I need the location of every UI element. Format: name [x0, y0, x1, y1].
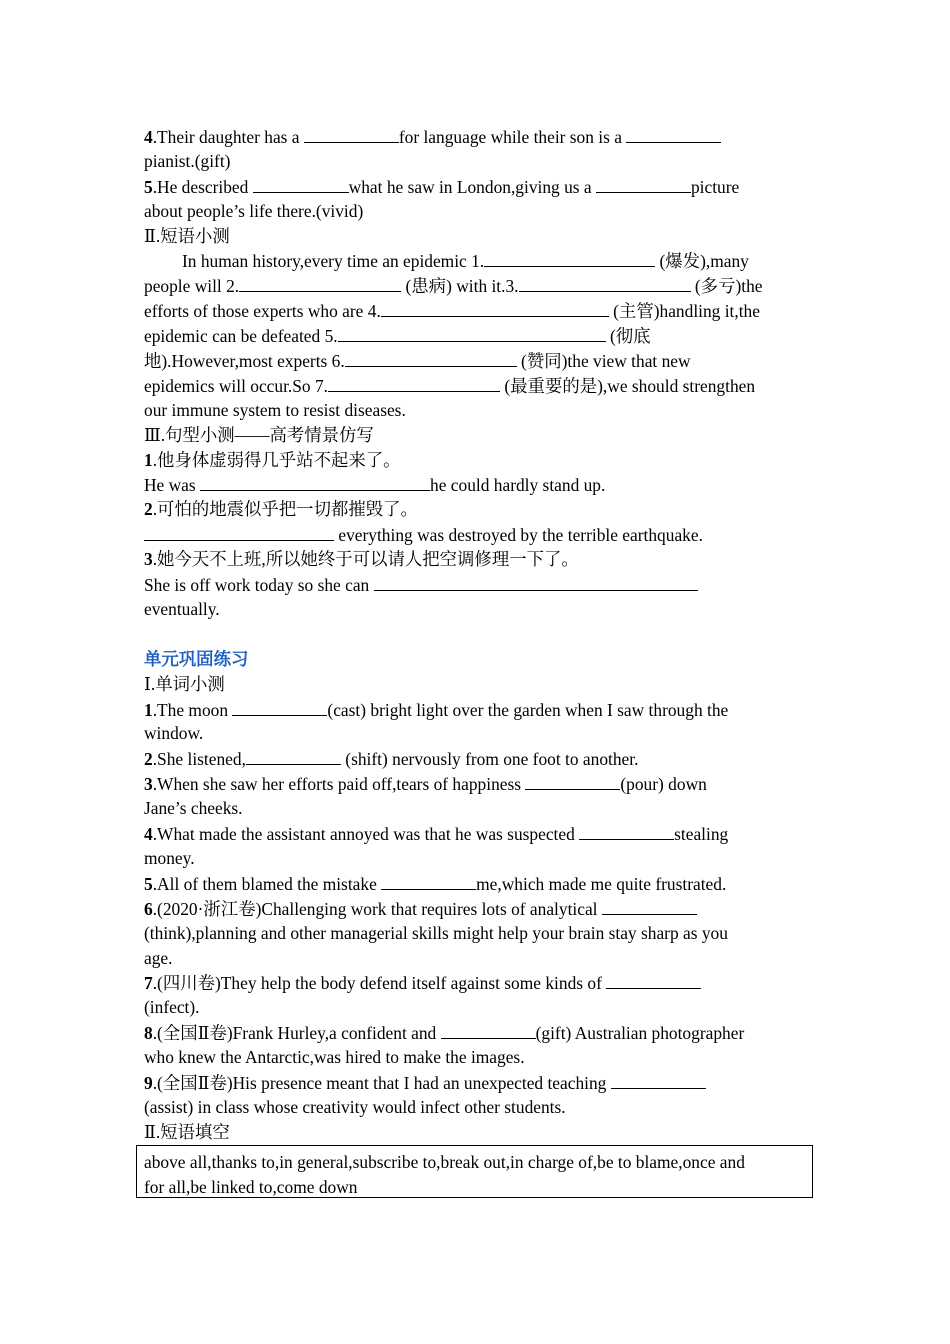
passage-line: our immune system to resist diseases. [144, 399, 406, 420]
section-heading: Ⅱ.短语填空 [144, 1121, 230, 1142]
answer-blank[interactable] [338, 323, 606, 342]
worksheet-content: 4.Their daughter has a for language while their son is a pianist.(gift) 5.He described what he saw in London,giving us a picture about people’s life there.(vivid) Ⅱ.短语小测 In human history,every time an epidemic 1. (爆发),many people will 2. (患病) with it.3. (多亏)the efforts of those experts who are 4. (主管)handling it,the epidemic can be defeated 5. (彻底 地).However,most experts 6. (赞同)the view that new epidemics will occur.So 7. (最重要的是),we should strengthen our immune system to resist diseases. Ⅲ.句型小测——高考情景仿写 1.他身体虚弱得几乎站不起来了。 He was he could hardly stand up. 2.可怕的地震似乎把一切都摧毁了。 everything was destroyed by the terrible earthquake. 3.她今天不上班,所以她终于可以请人把空调修理一下了。 She is off work today so she can eventually. 单元巩固练习 Ⅰ.单词小测 1.The moon (cast) bright light over the garden when I saw through the window. 2.She listened, (shift) nervously from one foot to another. 3.When she saw her efforts paid off,tears of happiness (pour) down Jane’s cheeks. 4.What made the assistant annoyed was that he was suspected stealing money. 5.All of them blamed the mistake me,which made me quite frustrated. 6.(2020·浙江卷)Challenging work that requires lots of analytical (think),planning and other managerial skills might help your brain stay sharp as you age. 7.(四川卷)They help the body defend itself against some kinds of (infect). 8.(全国Ⅱ卷)Frank Hurley,a confident and (gift) Australian photographer who knew the Antarctic,was hired to make the images. 9.(全国Ⅱ卷)His presence meant that I had an unexpected teaching (assist) in class whose creativity would infect other students. Ⅱ.短语填空 [144, 124, 808, 1145]
unit-question-2: 2.She listened, (shift) nervously from one foot to another. [144, 746, 808, 771]
answer-blank[interactable] [345, 348, 517, 367]
answer-blank[interactable] [611, 1070, 706, 1089]
answer-blank[interactable] [606, 970, 701, 989]
answer-blank[interactable] [253, 174, 349, 193]
answer-blank[interactable] [246, 746, 341, 765]
answer-blank[interactable] [144, 522, 334, 541]
unit-question-7: 7.(四川卷)They help the body defend itself against some kinds of [144, 970, 808, 995]
passage-line: epidemic can be defeated 5. (彻底 [144, 323, 808, 348]
unit-question-3: 3.When she saw her efforts paid off,tears of happiness (pour) down [144, 771, 808, 796]
sentence-2-answer: everything was destroyed by the terrible earthquake. [144, 522, 808, 547]
answer-blank[interactable] [484, 248, 655, 267]
sentence-1-prompt: 1.他身体虚弱得几乎站不起来了。 [144, 449, 401, 470]
sentence-1-answer: He was he could hardly stand up. [144, 472, 808, 497]
question-5: 5.He described what he saw in London,giving us a picture [144, 174, 808, 199]
phrase-bank-line: for all,be linked to,come down [144, 1176, 358, 1197]
answer-blank[interactable] [328, 373, 500, 392]
unit-question-1: 1.The moon (cast) bright light over the garden when I saw through the [144, 697, 808, 722]
question-4: 4.Their daughter has a for language while their son is a [144, 124, 808, 149]
passage-line: people will 2. (患病) with it.3. (多亏)the [144, 273, 808, 298]
question-number: 5 [144, 176, 153, 197]
answer-blank[interactable] [596, 174, 691, 193]
unit-question-8: 8.(全国Ⅱ卷)Frank Hurley,a confident and (gift) Australian photographer [144, 1020, 808, 1045]
answer-blank[interactable] [374, 572, 698, 591]
answer-blank[interactable] [602, 896, 697, 915]
passage-line: epidemics will occur.So 7. (最重要的是),we should strengthen [144, 373, 808, 398]
answer-blank[interactable] [626, 124, 721, 143]
section-heading: Ⅲ.句型小测——高考情景仿写 [144, 424, 374, 445]
unit-question-6: 6.(2020·浙江卷)Challenging work that requires lots of analytical [144, 896, 808, 921]
answer-blank[interactable] [381, 298, 609, 317]
question-number: 4 [144, 127, 153, 147]
passage-line: 地).However,most experts 6. (赞同)the view that new [144, 348, 808, 373]
unit-question-4: 4.What made the assistant annoyed was that he was suspected stealing [144, 821, 808, 846]
answer-blank[interactable] [239, 273, 401, 292]
section-heading: Ⅰ.单词小测 [144, 673, 225, 694]
answer-blank[interactable] [381, 871, 476, 890]
sentence-3-prompt: 3.她今天不上班,所以她终于可以请人把空调修理一下了。 [144, 549, 579, 570]
answer-blank[interactable] [441, 1020, 536, 1039]
answer-blank[interactable] [200, 472, 430, 491]
answer-blank[interactable] [304, 124, 399, 143]
answer-blank[interactable] [519, 273, 691, 292]
passage-line: In human history,every time an epidemic 1. (爆发),many [144, 248, 808, 273]
unit-question-5: 5.All of them blamed the mistake me,which made me quite frustrated. [144, 871, 808, 896]
sentence-3-answer: She is off work today so she can [144, 572, 808, 597]
unit-question-9: 9.(全国Ⅱ卷)His presence meant that I had an unexpected teaching [144, 1070, 808, 1095]
passage-line: efforts of those experts who are 4. (主管)handling it,the [144, 298, 808, 323]
answer-blank[interactable] [232, 697, 327, 716]
phrase-bank-box [136, 1145, 813, 1198]
section-heading: Ⅱ.短语小测 [144, 225, 230, 246]
phrase-bank-line: above all,thanks to,in general,subscribe to,break out,in charge of,be to blame,once and [144, 1152, 745, 1172]
answer-blank[interactable] [579, 821, 674, 840]
answer-blank[interactable] [525, 771, 620, 790]
sentence-2-prompt: 2.可怕的地震似乎把一切都摧毁了。 [144, 499, 418, 520]
unit-title: 单元巩固练习 [144, 648, 249, 669]
